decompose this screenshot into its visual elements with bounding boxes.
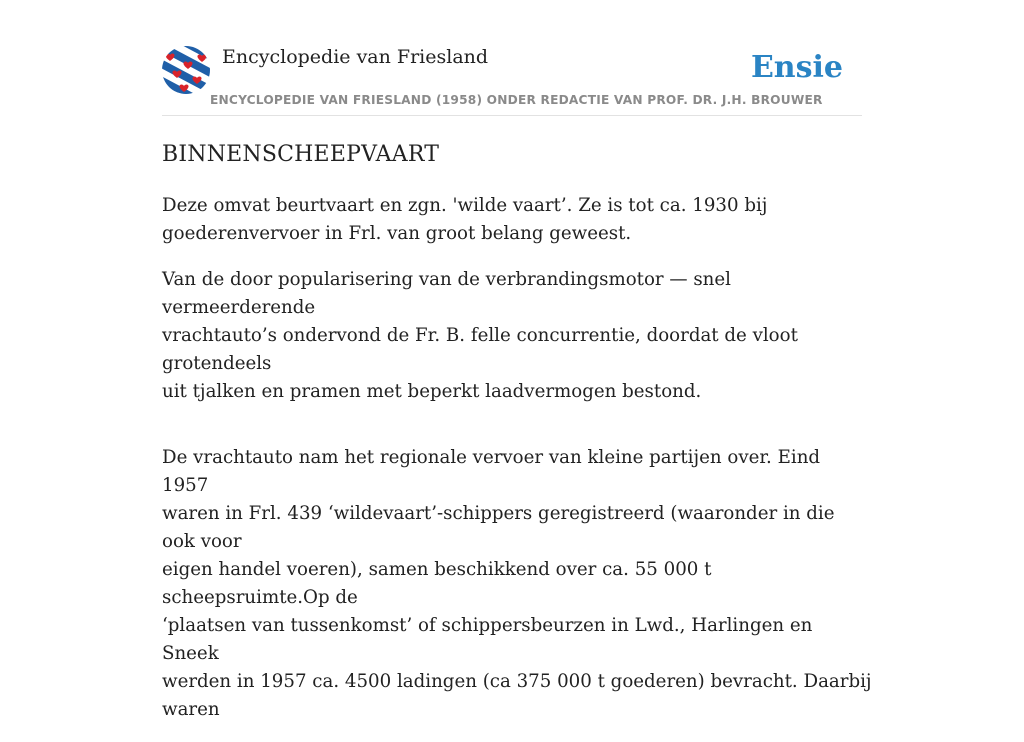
brand-logo[interactable]: Ensie (750, 50, 843, 85)
site-title[interactable]: Encyclopedie van Friesland (222, 46, 489, 68)
site-subtitle: ENCYCLOPEDIE VAN FRIESLAND (1958) ONDER REDACTIE VAN PROF. DR. J.H. BROUWER (210, 93, 823, 107)
article-paragraph-3: De vrachtauto nam het regionale vervoer van kleine partijen over. Eind 1957 waren in Frl. 439 ‘wildevaart’-schippers geregistreerd (waaronder in die ook voor eigen handel voeren), samen beschikkend over ca. 55 000 t scheepsruimte.Op de ‘plaatsen van tussenkomst’ of schippersbeurzen in Lwd., Harlingen en Sneek werden in 1957 ca. 4500 ladingen (ca 375 000 t goederen) bevracht. Daarbij waren (162, 447, 872, 720)
site-header (162, 0, 862, 116)
article-paragraph-2: Van de door popularisering van de verbrandingsmotor — snel vermeerderende vrachtauto’s ondervond de Fr. B. felle concurrentie, doordat de vloot grotendeels uit tjalken en pramen met beperkt laadvermogen bestond. (162, 269, 798, 402)
article-paragraph-1: Deze omvat beurtvaart en zgn. 'wilde vaart’. Ze is tot ca. 1930 bij goederenvervoer in Frl. van groot belang geweest. (162, 195, 768, 244)
article-title: BINNENSCHEEPVAART (162, 142, 440, 167)
frisian-flag-icon[interactable] (162, 46, 210, 94)
article-content (162, 138, 872, 742)
